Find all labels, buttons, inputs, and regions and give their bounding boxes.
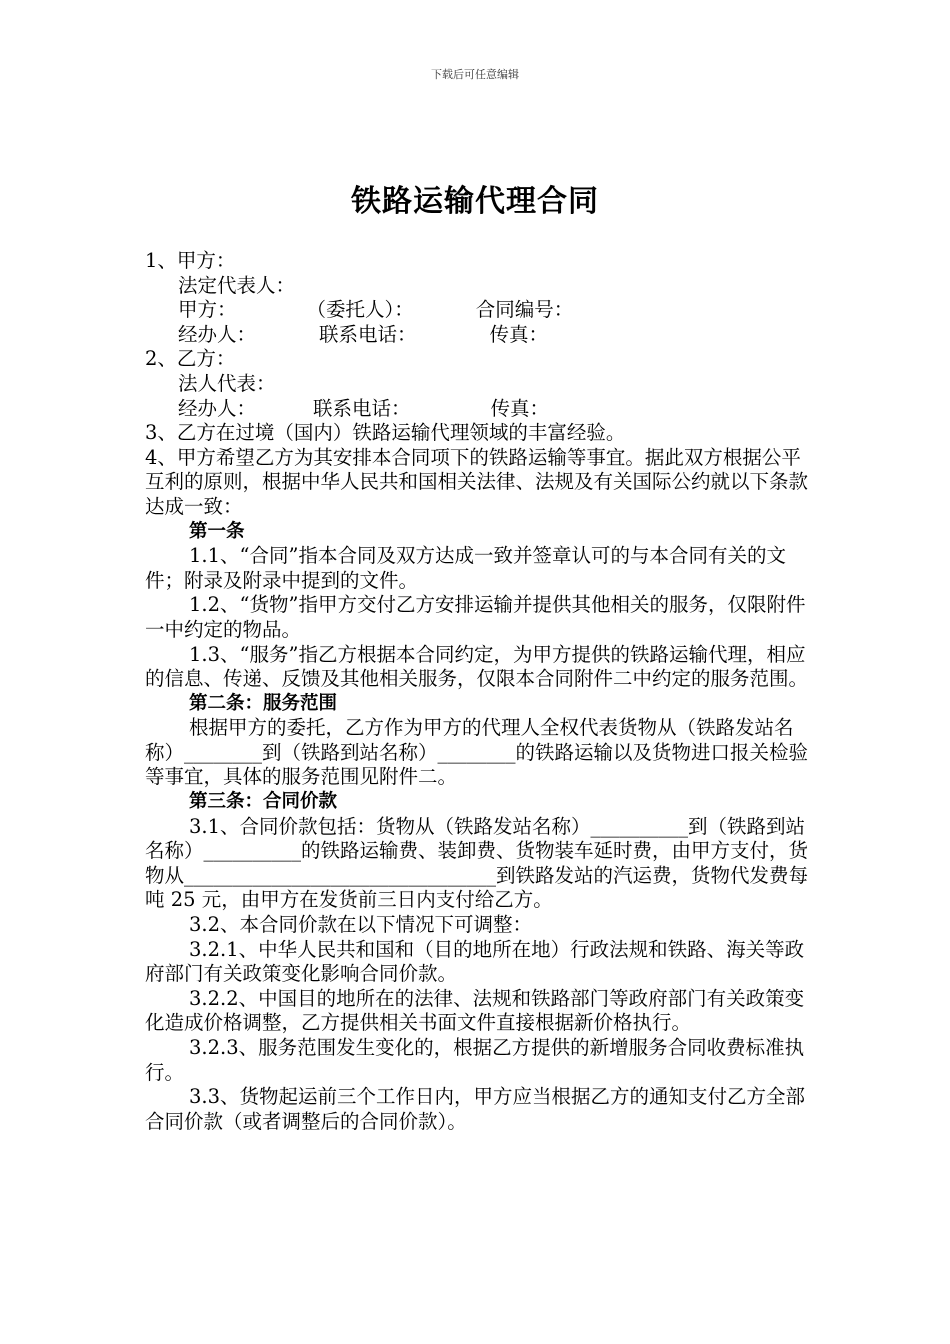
contract-body [145,249,813,1134]
party-b-contact-line [145,397,813,422]
clause-3-2-3: 3.2.3、服务范围发生变化的，根据乙方提供的新增服务合同收费标准执行。 [145,1036,805,1084]
document-title: 铁路运输代理合同 [351,184,599,219]
party-b-label: 2、乙方： [145,347,236,371]
article-3-heading: 第三条：合同价款 [189,791,338,813]
party-a-fax-label: 传真： [489,322,549,346]
clause-3-2-2: 3.2.2、中国目的地所在的法律、法规和铁路部门等政府部门有关政策变化造成价格调整，乙方提供相关书面文件直接根据新价格执行。 [145,986,805,1035]
intro-paragraph-3: 3、乙方在过境（国内）铁路运输代理领域的丰富经验。 [145,421,626,445]
intro-paragraph-4: 4、甲方希望乙方为其安排本合同项下的铁路运输等事宜。据此双方根据公平互利的原则，根据中华人民共和国相关法律、法规及有关国际公约就以下条款达成一致： [145,445,809,518]
article-1-heading: 第一条 [189,520,245,542]
party-a-label: 1、甲方： [145,249,236,272]
party-b-fax-label: 传真： [490,396,550,420]
page-header-note: 下载后可任意编辑 [431,68,519,81]
article-2-text: 根据甲方的委托，乙方作为甲方的代理人全权代表货物从（铁路发站名称）________到（铁路到站名称）________的铁路运输以及货物进口报关检验等事宜，具体的服务范围见附件二。 [145,716,809,789]
party-b-phone-label: 联系电话： [313,396,411,420]
article-2-heading: 第二条：服务范围 [189,692,338,714]
clause-3-3: 3.3、货物起运前三个工作日内，甲方应当根据乙方的通知支付乙方全部合同价款（或者调整后的合同价款）。 [145,1085,806,1133]
party-b-legal-rep: 法人代表： [178,371,276,395]
party-a-handler-label: 经办人： [178,322,257,346]
contract-number-label: 合同编号： [475,298,574,322]
clause-3-2: 3.2、本合同价款在以下情况下可调整： [189,913,533,937]
party-a-phone-label: 联系电话： [319,322,417,346]
party-a-client-label: 甲方： [178,298,237,322]
party-a-client-line [145,298,813,323]
clause-1-3: 1.3、“服务”指乙方根据本合同约定，为甲方提供的铁路运输代理，相应的信息、传递、反馈及其他相关服务，仅限本合同附件二中约定的服务范围。 [145,642,809,691]
clause-1-2: 1.2、“货物”指甲方交付乙方安排运输并提供其他相关的服务，仅限附件一中约定的物品。 [145,593,806,641]
party-b-handler-label: 经办人： [178,396,257,420]
party-a-legal-rep: 法定代表人： [178,273,296,297]
party-a-client-role: （委托人）： [306,298,414,322]
clause-1-1: 1.1、“合同”指本合同及双方达成一致并签章认可的与本合同有关的文件；附录及附录中提到的文件。 [145,544,786,592]
clause-3-1: 3.1、合同价款包括：货物从（铁路发站名称）__________到（铁路到站名称）__________的铁路运输费、装卸费、货物装车延时费，由甲方支付，货物从________________________________到铁路发站的汽运费，货物代发费每吨 25 元，由甲方在发货前三日内支付给乙方。 [145,814,809,912]
clause-3-2-1: 3.2.1、中华人民共和国和（目的地所在地）行政法规和铁路、海关等政府部门有关政策变化影响合同价款。 [145,937,805,986]
party-a-contact-line [145,323,813,348]
